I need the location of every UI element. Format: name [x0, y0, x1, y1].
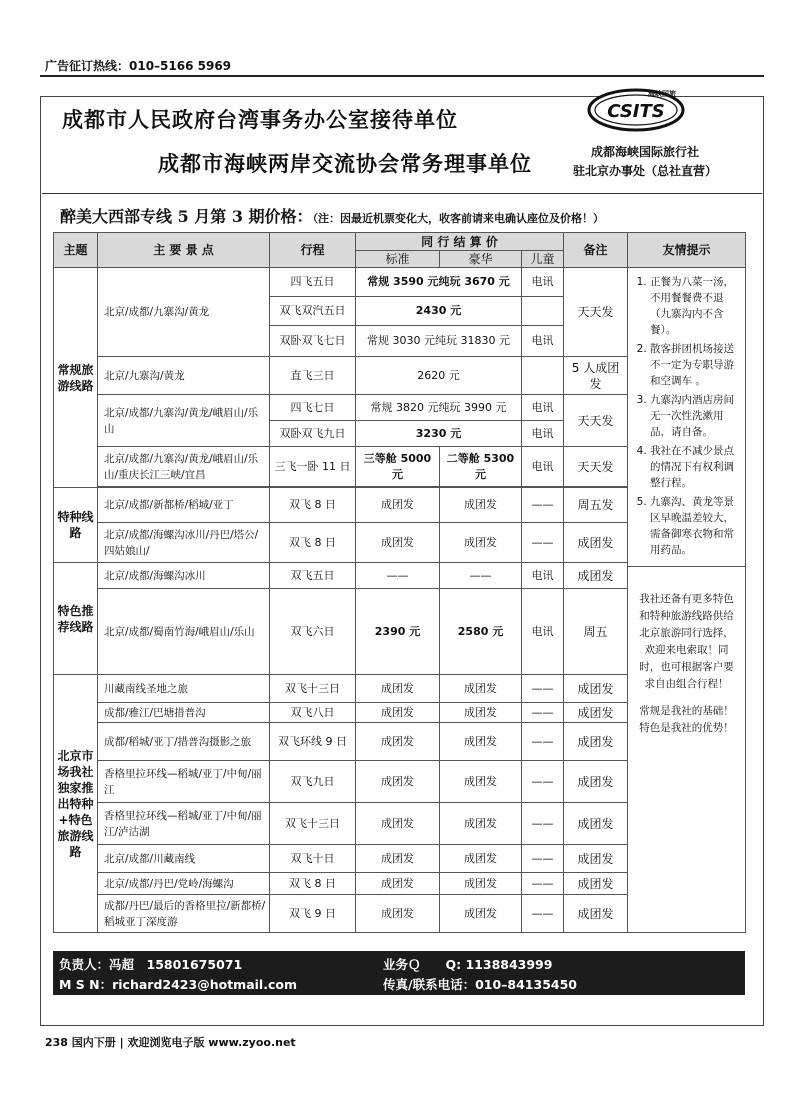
deluxe-price-cell: 成团发: [440, 523, 522, 563]
remark-cell: 成团发: [564, 703, 628, 723]
header-title-1: 成都市人民政府台湾事务办公室接待单位: [62, 107, 458, 132]
route-cell: 北京/成都/海螺沟冰川/丹巴/塔公/四姑娘山/: [98, 523, 270, 563]
route-cell: 北京/成都/九寨沟/黄龙/峨眉山/乐山/重庆长江三峡/宜昌: [98, 447, 270, 487]
standard-price-cell: 成团发: [356, 873, 440, 895]
route-cell: 北京/成都/九寨沟/黄龙/峨眉山/乐山: [98, 395, 270, 447]
top-divider: [40, 75, 764, 77]
side-note-slogan: 常规是我社的基础！特色是我社的优势！: [639, 705, 734, 734]
category-special: 特种线路: [54, 488, 98, 563]
standard-price-cell: 成团发: [356, 523, 440, 563]
child-cell: 电讯: [522, 395, 564, 421]
child-cell: 电讯: [522, 447, 564, 487]
category-feature: 特色推荐线路: [54, 563, 98, 675]
logo-text: CSITS: [607, 101, 665, 122]
route-cell: 北京/成都/川藏南线: [98, 845, 270, 873]
child-cell: ——: [522, 523, 564, 563]
deluxe-price-cell: 二等舱 5300 元: [440, 447, 522, 487]
standard-price-cell: 成团发: [356, 675, 440, 703]
child-cell: 电讯: [522, 563, 564, 589]
remark-cell: 成团发: [564, 723, 628, 761]
tip-item: 3. 九寨沟内酒店房间无一次性洗漱用品，请自备。: [650, 392, 739, 440]
th-tips: 友情提示: [628, 233, 746, 268]
csits-logo: [586, 86, 686, 132]
price-cell: 常规 3590 元纯玩 3670 元: [356, 268, 522, 297]
route-cell: 北京/成都/九寨沟/黄龙: [98, 268, 270, 357]
route-cell: 北京/九寨沟/黄龙: [98, 357, 270, 395]
child-cell: 电讯: [522, 421, 564, 447]
logo-subtext: 海峡国旅: [648, 90, 676, 98]
contact-manager: 负责人：冯超 15801675071: [59, 957, 243, 972]
remark-cell: 成团发: [564, 873, 628, 895]
standard-price-cell: 成团发: [356, 723, 440, 761]
tips-panel: [628, 268, 746, 933]
remark-cell: 天天发: [564, 268, 628, 357]
child-cell: 电讯: [522, 268, 564, 297]
trip-cell: 双飞 8 日: [270, 873, 356, 895]
trip-cell: 双飞环线 9 日: [270, 723, 356, 761]
header-divider: [42, 193, 762, 194]
trip-cell: 双卧双飞七日: [270, 326, 356, 357]
child-cell: 电讯: [522, 589, 564, 675]
th-deluxe: 豪华: [440, 251, 522, 268]
route-cell: 香格里拉环线—稻城/亚丁/中甸/丽江/泸沽湖: [98, 803, 270, 845]
remark-cell: 成团发: [564, 845, 628, 873]
route-cell: 北京/成都/海螺沟冰川: [98, 563, 270, 589]
remark-cell: 成团发: [564, 803, 628, 845]
remark-cell: 5 人成团发: [564, 357, 628, 395]
deluxe-price-cell: 成团发: [440, 488, 522, 523]
deluxe-price-cell: ——: [440, 563, 522, 589]
price-cell: 常规 3820 元纯玩 3990 元: [356, 395, 522, 421]
trip-cell: 三飞一卧 11 日: [270, 447, 356, 487]
th-spots: 主 要 景 点: [98, 233, 270, 268]
tip-item: 2. 散客拼团机场接送不一定为专职导游和空调车 。: [650, 341, 739, 389]
standard-price-cell: 成团发: [356, 488, 440, 523]
deluxe-price-cell: 成团发: [440, 723, 522, 761]
contact-bar: [53, 951, 745, 995]
child-cell: ——: [522, 675, 564, 703]
remark-cell: 成团发: [564, 761, 628, 803]
price-cell: 常规 3030 元纯玩 31830 元: [356, 326, 522, 357]
page-footer: 238 国内下册 | 欢迎浏览电子版 www.zyoo.net: [45, 1036, 296, 1049]
child-cell: ——: [522, 723, 564, 761]
ad-hotline: 广告征订热线：010–5166 5969: [45, 59, 232, 73]
route-cell: 香格里拉环线—稻城/亚丁/中甸/丽江: [98, 761, 270, 803]
side-note-more-routes: 我社还备有更多特色和特种旅游线路供给北京旅游同行选择，欢迎来电索取！同时，也可根据客户要求自由组合行程！: [639, 593, 734, 690]
standard-price-cell: 成团发: [356, 845, 440, 873]
trip-cell: 四飞七日: [270, 395, 356, 421]
remark-cell: 成团发: [564, 523, 628, 563]
route-cell: 北京/成都/丹巴/党岭/海螺沟: [98, 873, 270, 895]
remark-cell: 天天发: [564, 447, 628, 487]
trip-cell: 直飞三日: [270, 357, 356, 395]
category-regular: 常规旅游线路: [54, 268, 98, 488]
th-theme: 主题: [54, 233, 98, 268]
child-cell: ——: [522, 873, 564, 895]
deluxe-price-cell: 成团发: [440, 845, 522, 873]
tip-item: 1. 正餐为八菜一汤，不用餐餐费不退（九寨沟内不含餐）。: [650, 274, 739, 338]
trip-cell: 双飞 9 日: [270, 895, 356, 933]
standard-price-cell: ——: [356, 563, 440, 589]
trip-cell: 双飞十三日: [270, 675, 356, 703]
th-itinerary: 行程: [270, 233, 356, 268]
tip-item: 5. 九寨沟、黄龙等景区早晚温差较大，需备御寒衣物和常用药品。: [650, 494, 739, 558]
header-title-2: 成都市海峡两岸交流协会常务理事单位: [158, 151, 532, 176]
child-cell: ——: [522, 845, 564, 873]
contact-phone: 传真/联系电话：010–84135450: [383, 977, 577, 992]
deluxe-price-cell: 成团发: [440, 761, 522, 803]
standard-price-cell: 三等舱 5000 元: [356, 447, 440, 487]
th-child: 儿童: [522, 251, 564, 268]
route-cell: 成都/稻城/亚丁/措普沟摄影之旅: [98, 723, 270, 761]
deluxe-price-cell: 成团发: [440, 675, 522, 703]
price-cell: 2620 元: [356, 357, 522, 395]
standard-price-cell: 成团发: [356, 703, 440, 723]
child-cell: 电讯: [522, 326, 564, 357]
trip-cell: 双飞五日: [270, 563, 356, 589]
deluxe-price-cell: 2580 元: [440, 589, 522, 675]
agency-office: 驻北京办事处（总社直营）: [572, 164, 717, 178]
route-cell: 成都/丹巴/最后的香格里拉/新都桥/稻城亚丁深度游: [98, 895, 270, 933]
trip-cell: 四飞五日: [270, 268, 356, 297]
child-cell: ——: [522, 895, 564, 933]
th-standard: 标准: [356, 251, 440, 268]
trip-cell: 双飞 8 日: [270, 523, 356, 563]
route-cell: 北京/成都/蜀南竹海/峨眉山/乐山: [98, 589, 270, 675]
agency-info: [560, 143, 730, 181]
child-cell: ——: [522, 761, 564, 803]
trip-cell: 双卧双飞九日: [270, 421, 356, 447]
deluxe-price-cell: 成团发: [440, 895, 522, 933]
deluxe-price-cell: 成团发: [440, 703, 522, 723]
price-cell: 3230 元: [356, 421, 522, 447]
tip-item: 4. 我社在不减少景点的情况下有权利调整行程。: [650, 443, 739, 491]
trip-cell: 双飞八日: [270, 703, 356, 723]
route-cell: 北京/成都/新都桥/稻城/亚丁: [98, 488, 270, 523]
category-beijing-exclusive: 北京市场我社独家推出特种+特色旅游线路: [54, 675, 98, 933]
contact-msn: M S N：richard2423@hotmail.com: [59, 977, 297, 992]
agency-name: 成都海峡国际旅行社: [590, 145, 699, 159]
contact-qq: 业务Ｑ Q: 1138843999: [383, 957, 553, 972]
child-cell: ——: [522, 803, 564, 845]
remark-cell: 天天发: [564, 395, 628, 447]
standard-price-cell: 成团发: [356, 761, 440, 803]
price-cell: 2430 元: [356, 297, 522, 326]
th-remark: 备注: [564, 233, 628, 268]
table-row: [54, 268, 746, 297]
standard-price-cell: 2390 元: [356, 589, 440, 675]
promo-note: （注：因最近机票变化大，收客前请来电确认座位及价格！）: [312, 212, 605, 225]
th-price-group: 同 行 结 算 价: [356, 233, 564, 251]
route-cell: 成都/雅江/巴塘措普沟: [98, 703, 270, 723]
standard-price-cell: 成团发: [356, 803, 440, 845]
trip-cell: 双飞九日: [270, 761, 356, 803]
remark-cell: 周五发: [564, 488, 628, 523]
standard-price-cell: 成团发: [356, 895, 440, 933]
trip-cell: 双飞六日: [270, 589, 356, 675]
remark-cell: 成团发: [564, 895, 628, 933]
trip-cell: 双飞十三日: [270, 803, 356, 845]
promo-title: 醉美大西部专线 5 月第 3 期价格：: [60, 207, 313, 226]
remark-cell: 成团发: [564, 675, 628, 703]
remark-cell: 成团发: [564, 563, 628, 589]
trip-cell: 双飞 8 日: [270, 488, 356, 523]
price-table: [53, 232, 746, 933]
trip-cell: 双飞双汽五日: [270, 297, 356, 326]
child-cell: ——: [522, 703, 564, 723]
child-cell: ——: [522, 488, 564, 523]
deluxe-price-cell: 成团发: [440, 803, 522, 845]
deluxe-price-cell: 成团发: [440, 873, 522, 895]
route-cell: 川藏南线圣地之旅: [98, 675, 270, 703]
remark-cell: 周五: [564, 589, 628, 675]
trip-cell: 双飞十日: [270, 845, 356, 873]
promo-line: [60, 204, 604, 227]
